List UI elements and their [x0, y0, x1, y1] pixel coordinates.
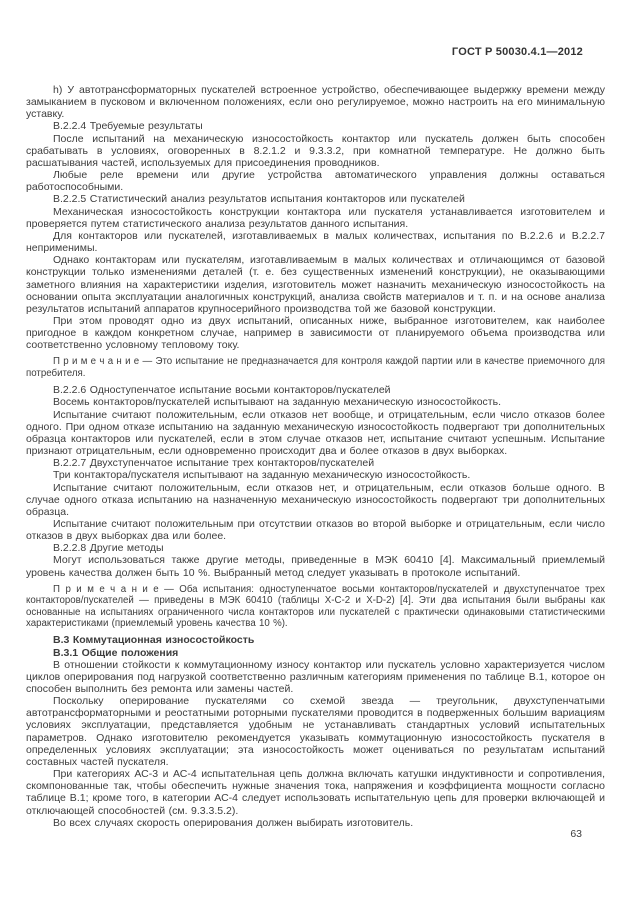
paragraph: Во всех случаях скорость оперирования должен выбирать изготовитель.	[53, 816, 414, 829]
paragraph: Испытание считают положительным, если отказов нет вообще, и отрицательным, если число отказов более одного. При одном отказе испытанию на заданную механическую износостойкость подвергают три дополнительных образца контакторов или пускателей, если в этом случае отказов нет, испытание считают успешным. Испытание признают отрицательным, если одновременно происходит два и более отказов в двух выборках.	[26, 408, 605, 458]
section-heading: В.3.1 Общие положения	[53, 646, 179, 659]
paragraph: h) У автотрансформаторных пускателей встроенное устройство, обеспечивающее выдержку времени между замыканием в пусковом и включенном положениях, если оно регулируемое, можно настроить на его минимальную уставку.	[26, 84, 605, 121]
document-body	[26, 84, 605, 829]
paragraph: Поскольку оперирование пускателями со схемой звезда — треугольник, двухступенчатыми автотрансформаторными и реостатными роторными пускателями проводится в подверженных большим вариациям условиях эксплуатации, представляется удобным не устанавливать стандартных условий испытательных параметров. Однако изготовителю рекомендуется указывать коммутационную износостойкость пускателя в определенных условиях эксплуатации; эта износостойкость может оцениваться по результатам испытаний составных частей пускателя.	[26, 695, 605, 768]
page-number: 63	[570, 828, 582, 840]
paragraph: Испытание считают положительным при отсутствии отказов во второй выборке и отрицательным, если число отказов в двух выборках два или более.	[26, 517, 605, 543]
paragraph: Восемь контакторов/пускателей испытывают на заданную механическую износостойкость.	[53, 396, 502, 409]
paragraph: В.2.2.4 Требуемые результаты	[53, 120, 203, 133]
section-heading: В.3 Коммутационная износостойкость	[53, 634, 255, 647]
paragraph: Могут использоваться также другие методы, приведенные в МЭК 60410 [4]. Максимальный приемлемый уровень качества должен быть 10 %. Выбранный метод следует указывать в протоколе испытаний.	[26, 554, 605, 579]
note-paragraph: П р и м е ч а н и е — Оба испытания: одноступенчатое восьми контакторов/пускателей и двухступенчатое трех контакторов/пускателей — приведены в МЭК 60410 (таблицы X-C-2 и X-D-2) [4]. Эти два испытания были выбраны как основанные на испытаниях ограниченного числа контакторов или пускателей с практически одинаковыми статистическими характеристиками (приемлемый уровень качества 10 %).	[26, 583, 605, 629]
paragraph: После испытаний на механическую износостойкость контактор или пускатель должен быть способен срабатывать в условиях, оговоренных в 8.2.1.2 и 9.3.3.2, при комнатной температуре. Не должно быть расшатывания частей, используемых для присоединения проводников.	[26, 132, 605, 169]
paragraph: В отношении стойкости к коммутационному износу контактор или пускатель условно характеризуется числом циклов оперирования под нагрузкой соответственно различным категориям применения по таблице В.1, которое он способен выполнить без ремонта или замены частей.	[26, 658, 605, 695]
paragraph: В.2.2.5 Статистический анализ результатов испытания контакторов или пускателей	[53, 193, 465, 206]
paragraph: Три контактора/пускателя испытывают на заданную механическую износостойкость.	[53, 469, 471, 482]
paragraph: В.2.2.8 Другие методы	[53, 542, 164, 555]
paragraph: Для контакторов или пускателей, изготавливаемых в малых количествах, испытания по В.2.2.6 и В.2.2.7 неприменимы.	[26, 229, 605, 255]
document-header: ГОСТ Р 50030.4.1—2012	[451, 46, 583, 58]
paragraph: Любые реле времени или другие устройства автоматического управления должны оставаться работоспособными.	[26, 169, 605, 194]
paragraph: В.2.2.7 Двухступенчатое испытание трех контакторов/пускателей	[53, 457, 375, 470]
note-paragraph: П р и м е ч а н и е — Это испытание не предназначается для контроля каждой партии или в качестве приемочного для потребителя.	[26, 356, 605, 379]
paragraph: Механическая износостойкость конструкции контактора или пускателя устанавливается изготовителем и проверяется путем статистического анализа результатов данного испытания.	[26, 205, 605, 230]
paragraph: В.2.2.6 Одноступенчатое испытание восьми контакторов/пускателей	[53, 384, 391, 397]
paragraph: Испытание считают положительным, если отказов нет, и отрицательным, если отказов больше одного. В случае одного отказа испытанию на назначенную механическую износостойкость подвергают три дополнительных образца.	[26, 481, 605, 518]
paragraph: При категориях АС-3 и АС-4 испытательная цепь должна включать катушки индуктивности и сопротивления, скомпонованные так, чтобы обеспечить нужные значения тока, напряжения и коэффициента мощности согласно таблице В.1; кроме того, в категории АС-4 следует использовать испытательную цепь для проверки включающей и отключающей способностей (см. 9.3.3.5.2).	[26, 768, 605, 817]
paragraph: Однако контакторам или пускателям, изготавливаемым в малых количествах и отличающимся от базовой конструкции только изменениями деталей (т. е. без существенных изменений конструкции), не оказывающими заметного влияния на характеристики изделия, изготовитель может назначить механическую износостойкость на основании опыта эксплуатации аналогичных конструкций, анализа свойств материалов и т. п. и на основе анализа результатов испытаний аппаратов крупносерийного производства той же базовой конструкции.	[26, 254, 605, 315]
paragraph: При этом проводят одно из двух испытаний, описанных ниже, выбранное изготовителем, как наиболее пригодное в каждом конкретном случае, например в зависимости от планируемого объема производства или соответственно условному тепловому току.	[26, 314, 605, 352]
